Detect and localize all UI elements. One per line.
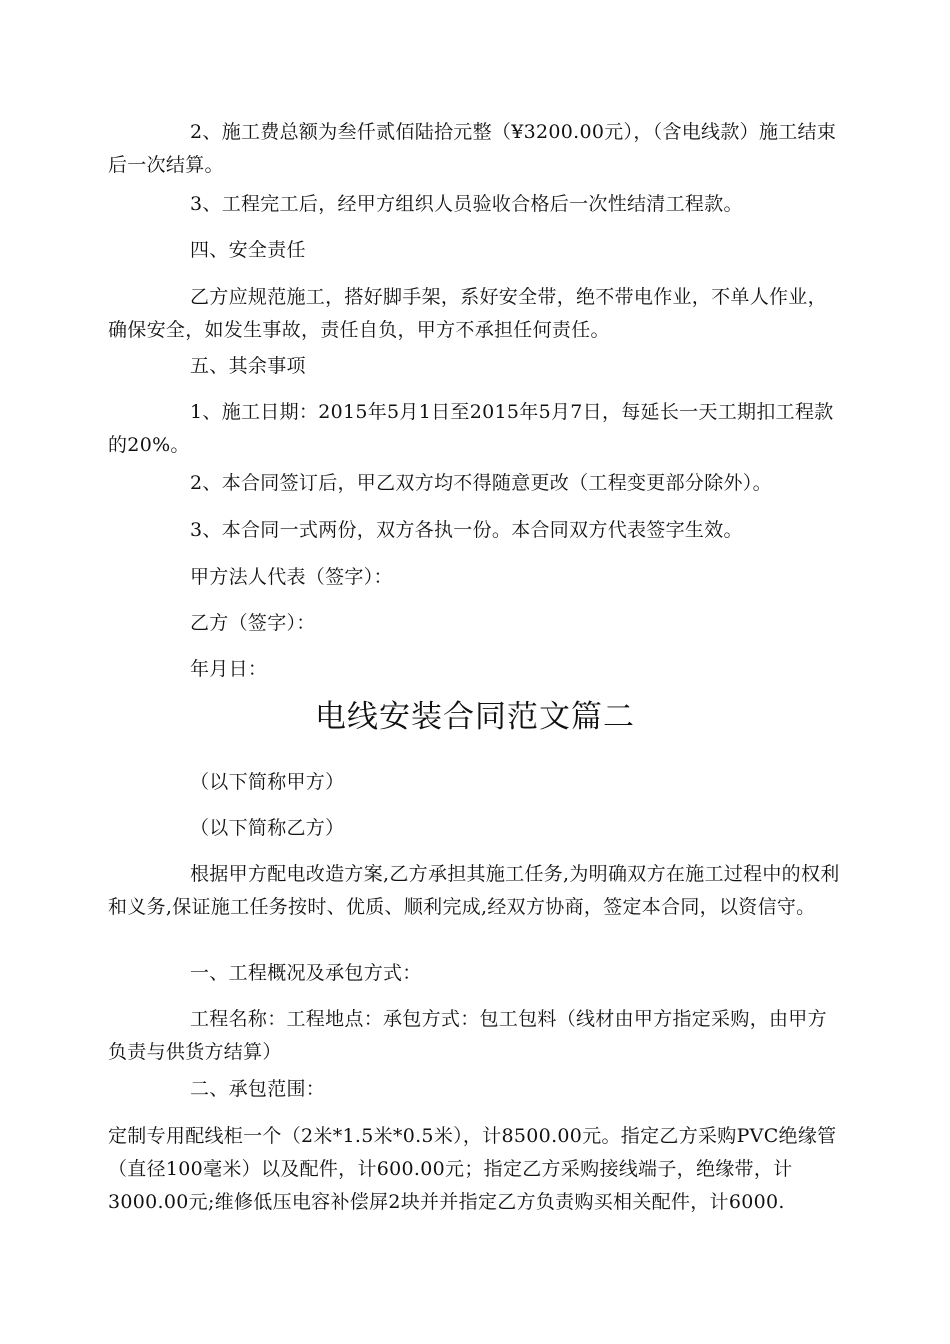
paragraph-project-details: 工程名称：工程地点：承包方式：包工包料（线材由甲方指定采购，由甲方负责与供货方结算） bbox=[108, 1008, 827, 1063]
party-b-note: （以下简称乙方） bbox=[190, 817, 345, 839]
signature-party-a: 甲方法人代表（签字）： bbox=[190, 566, 393, 588]
heading-contract-scope: 二、承包范围： bbox=[190, 1078, 326, 1100]
heading-safety-responsibility: 四、安全责任 bbox=[190, 239, 306, 261]
paragraph-contract-purpose: 根据甲方配电改造方案,乙方承担其施工任务,为明确双方在施工过程中的权利和义务,保证施工任务按时、优质、顺利完成,经双方协商，签定本合同，以资信守。 bbox=[108, 863, 840, 918]
section-title: 电线安装合同范文篇二 bbox=[315, 699, 635, 735]
paragraph-payment-total: 2、施工费总额为叁仟贰佰陆拾元整（¥3200.00元），（含电线款）施工结束后一次结算。 bbox=[108, 121, 837, 176]
paragraph-no-changes: 2、本合同签订后，甲乙双方均不得随意更改（工程变更部分除外）。 bbox=[190, 472, 772, 494]
paragraph-scope-details: 定制专用配线柜一个（2米*1.5米*0.5米），计8500.00元。指定乙方采购PVC绝缘管（直径100毫米）以及配件，计600.00元；指定乙方采购接线端子，绝缘带，计3000.00元;维修低压电容补偿屏2块并并指定乙方负责购买相关配件，计6000. bbox=[108, 1125, 837, 1213]
paragraph-two-copies: 3、本合同一式两份，双方各执一份。本合同双方代表签字生效。 bbox=[190, 519, 743, 541]
signature-date: 年月日： bbox=[190, 658, 268, 680]
paragraph-safety-terms: 乙方应规范施工，搭好脚手架，系好安全带，绝不带电作业，不单人作业，确保安全，如发生事故，责任自负，甲方不承担任何责任。 bbox=[108, 286, 827, 341]
signature-party-b: 乙方（签字）： bbox=[190, 612, 316, 634]
heading-other-matters: 五、其余事项 bbox=[190, 355, 306, 377]
paragraph-construction-date: 1、施工日期：2015年5月1日至2015年5月7日，每延长一天工期扣工程款的20%。 bbox=[108, 401, 834, 456]
paragraph-final-settlement: 3、工程完工后，经甲方组织人员验收合格后一次性结清工程款。 bbox=[190, 193, 743, 215]
heading-project-overview: 一、工程概况及承包方式： bbox=[190, 962, 422, 984]
party-a-note: （以下简称甲方） bbox=[190, 771, 345, 793]
